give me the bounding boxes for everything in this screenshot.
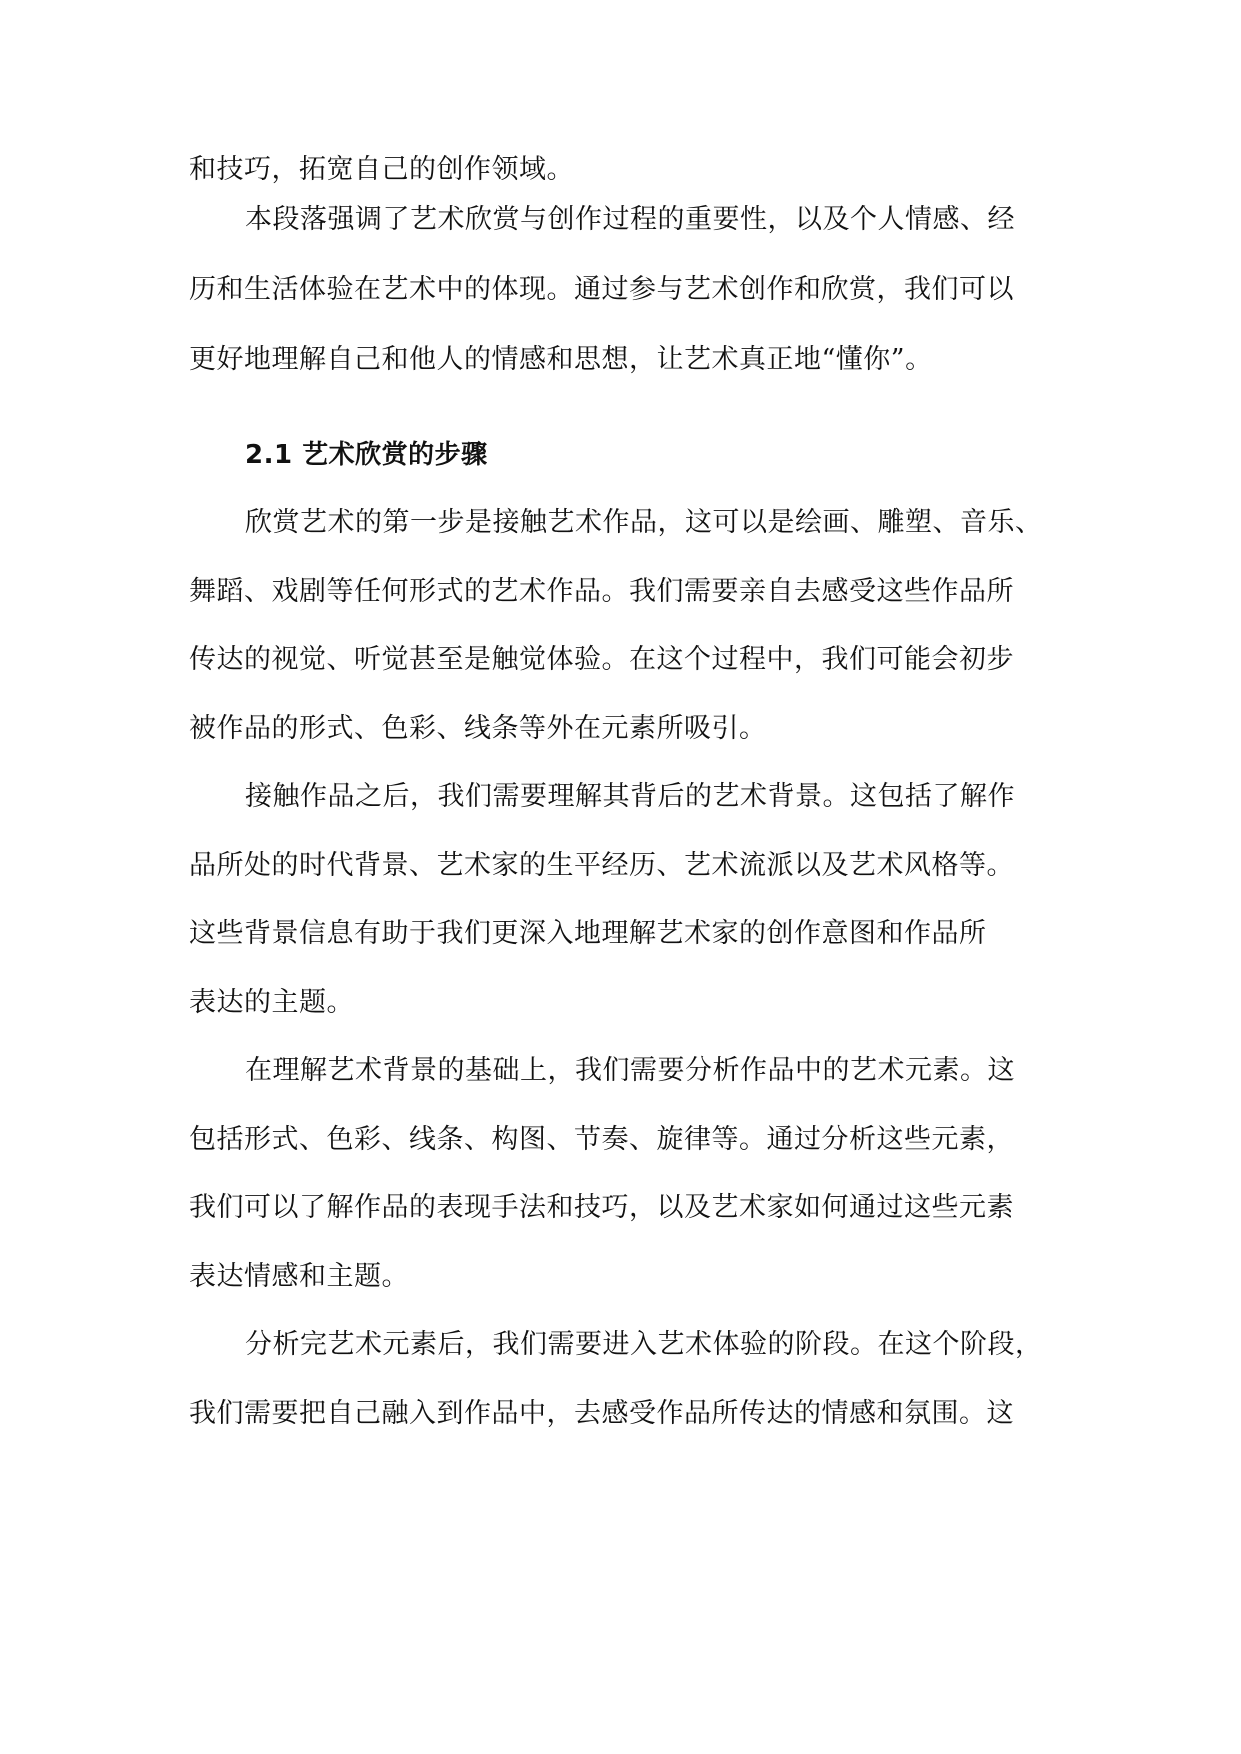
- text-line: 和技巧，拓宽自己的创作领域。: [189, 154, 574, 185]
- section-heading: 2.1 艺术欣赏的步骤: [245, 440, 488, 470]
- paragraph-first-line: 本段落强调了艺术欣赏与创作过程的重要性，以及个人情感、经: [245, 204, 1015, 235]
- text-line: 被作品的形式、色彩、线条等外在元素所吸引。: [189, 713, 767, 744]
- text-line: 包括形式、色彩、线条、构图、节奏、旋律等。通过分析这些元素，: [189, 1124, 1014, 1155]
- paragraph-first-line: 接触作品之后，我们需要理解其背后的艺术背景。这包括了解作: [245, 781, 1015, 812]
- text-line: 传达的视觉、听觉甚至是触觉体验。在这个过程中，我们可能会初步: [189, 644, 1014, 675]
- text-line: 更好地理解自己和他人的情感和思想，让艺术真正地“懂你”。: [189, 344, 933, 375]
- text-line: 舞蹈、戏剧等任何形式的艺术作品。我们需要亲自去感受这些作品所: [189, 576, 1014, 607]
- paragraph-first-line: 在理解艺术背景的基础上，我们需要分析作品中的艺术元素。这: [245, 1055, 1015, 1086]
- text-line: 品所处的时代背景、艺术家的生平经历、艺术流派以及艺术风格等。: [189, 850, 1014, 881]
- text-line: 这些背景信息有助于我们更深入地理解艺术家的创作意图和作品所: [189, 918, 987, 949]
- paragraph-first-line: 分析完艺术元素后，我们需要进入艺术体验的阶段。在这个阶段，: [245, 1329, 1043, 1360]
- text-line: 历和生活体验在艺术中的体现。通过参与艺术创作和欣赏，我们可以: [189, 274, 1014, 305]
- text-line: 我们可以了解作品的表现手法和技巧，以及艺术家如何通过这些元素: [189, 1192, 1014, 1223]
- text-line: 表达情感和主题。: [189, 1261, 409, 1292]
- text-line: 表达的主题。: [189, 987, 354, 1018]
- paragraph-first-line: 欣赏艺术的第一步是接触艺术作品，这可以是绘画、雕塑、音乐、: [245, 507, 1043, 538]
- text-line: 我们需要把自己融入到作品中，去感受作品所传达的情感和氛围。这: [189, 1398, 1014, 1429]
